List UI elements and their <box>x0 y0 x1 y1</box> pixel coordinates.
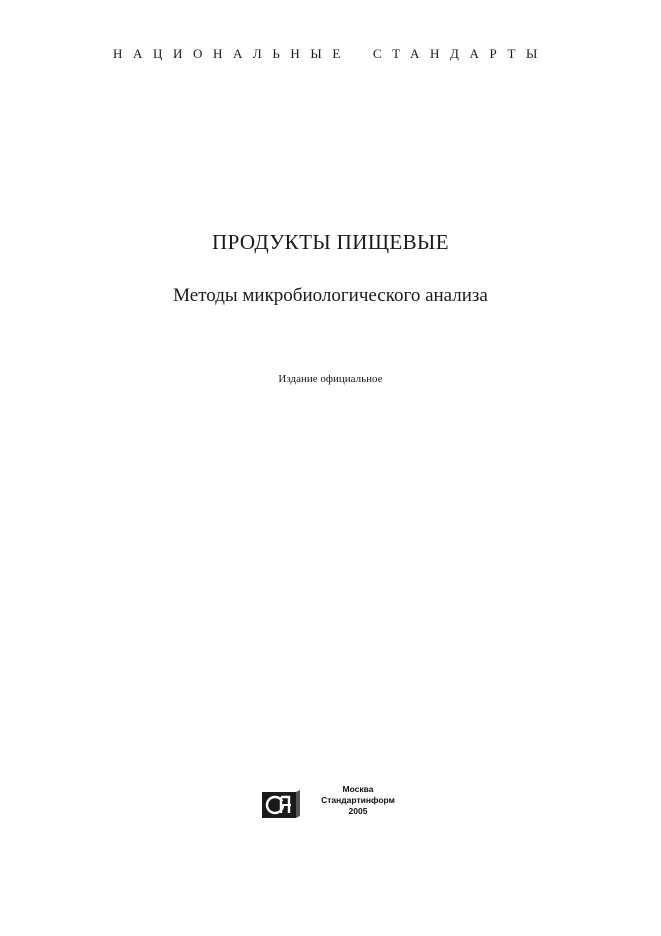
document-subtitle: Методы микробиологического анализа <box>173 285 488 306</box>
document-title: ПРОДУКТЫ ПИЩЕВЫЕ <box>212 230 449 254</box>
publisher-imprint <box>308 784 408 817</box>
series-word-national: НАЦИОНАЛЬНЫЕ <box>113 46 351 61</box>
edition-note: Издание официальное <box>278 373 383 385</box>
standartinform-logo-icon <box>262 790 300 820</box>
publisher-name: Стандартинформ <box>321 795 395 805</box>
series-word-standards: СТАНДАРТЫ <box>372 46 548 61</box>
publisher-city: Москва <box>342 784 374 794</box>
publisher-year: 2005 <box>348 806 368 816</box>
series-header <box>0 46 661 62</box>
publisher-block <box>258 784 418 828</box>
